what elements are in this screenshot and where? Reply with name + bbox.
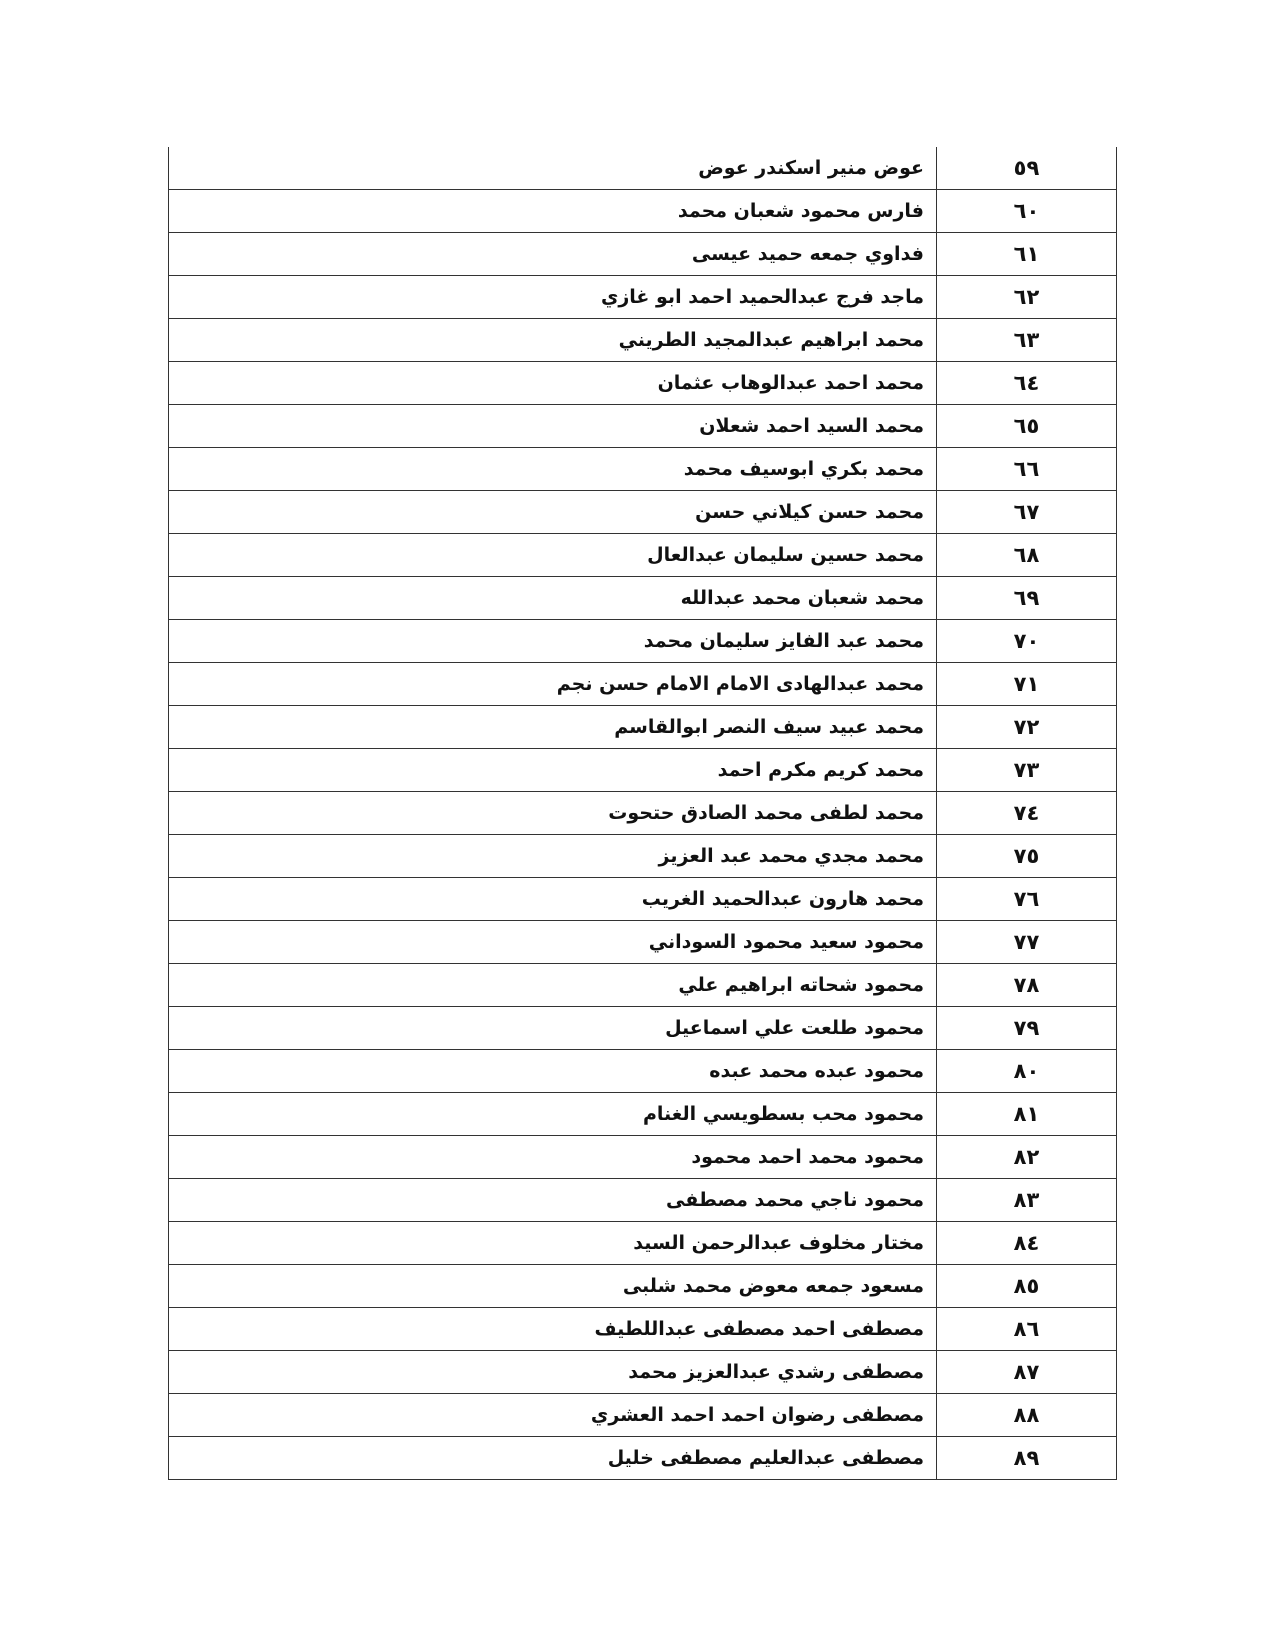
row-number: ٨٦ <box>937 1308 1117 1351</box>
row-name: محمد السيد احمد شعلان <box>169 405 937 448</box>
table-row <box>169 620 1117 663</box>
table-row <box>169 1179 1117 1222</box>
row-number: ٧٤ <box>937 792 1117 835</box>
table-row <box>169 233 1117 276</box>
table-row <box>169 190 1117 233</box>
row-name: مصطفى احمد مصطفى عبداللطيف <box>169 1308 937 1351</box>
table-row <box>169 491 1117 534</box>
names-table <box>168 147 1117 1480</box>
row-name: محمود محب بسطويسي الغنام <box>169 1093 937 1136</box>
row-number: ٨٣ <box>937 1179 1117 1222</box>
row-number: ٦٠ <box>937 190 1117 233</box>
table-row <box>169 577 1117 620</box>
row-name: محمود طلعت علي اسماعيل <box>169 1007 937 1050</box>
table-row <box>169 1351 1117 1394</box>
row-name: محمد هارون عبدالحميد الغريب <box>169 878 937 921</box>
table-row <box>169 147 1117 190</box>
row-number: ٧٩ <box>937 1007 1117 1050</box>
table-row <box>169 706 1117 749</box>
table-row <box>169 1136 1117 1179</box>
row-number: ٦١ <box>937 233 1117 276</box>
row-name: مصطفى رضوان احمد احمد العشري <box>169 1394 937 1437</box>
row-name: محمد مجدي محمد عبد العزيز <box>169 835 937 878</box>
row-name: محمد عبد الفايز سليمان محمد <box>169 620 937 663</box>
row-name: محمد كريم مكرم احمد <box>169 749 937 792</box>
row-name: محمود سعيد محمود السوداني <box>169 921 937 964</box>
row-number: ٦٨ <box>937 534 1117 577</box>
row-number: ٦٦ <box>937 448 1117 491</box>
row-name: محمد عبيد سيف النصر ابوالقاسم <box>169 706 937 749</box>
table-row <box>169 1437 1117 1480</box>
row-name: محمد شعبان محمد عبدالله <box>169 577 937 620</box>
row-name: مختار مخلوف عبدالرحمن السيد <box>169 1222 937 1265</box>
row-name: فارس محمود شعبان محمد <box>169 190 937 233</box>
row-number: ٧٦ <box>937 878 1117 921</box>
row-name: محمد ابراهيم عبدالمجيد الطريني <box>169 319 937 362</box>
table-row <box>169 835 1117 878</box>
row-number: ٦٤ <box>937 362 1117 405</box>
table-row <box>169 1265 1117 1308</box>
row-name: محمد عبدالهادى الامام الامام حسن نجم <box>169 663 937 706</box>
row-number: ٧٢ <box>937 706 1117 749</box>
table-row <box>169 749 1117 792</box>
row-number: ٧١ <box>937 663 1117 706</box>
row-number: ٥٩ <box>937 147 1117 190</box>
table-row <box>169 1308 1117 1351</box>
row-number: ٧٨ <box>937 964 1117 1007</box>
row-number: ٧٠ <box>937 620 1117 663</box>
row-number: ٨٤ <box>937 1222 1117 1265</box>
row-name: محمد لطفى محمد الصادق حتحوت <box>169 792 937 835</box>
table-row <box>169 1222 1117 1265</box>
row-name: فداوي جمعه حميد عيسى <box>169 233 937 276</box>
table-row <box>169 1007 1117 1050</box>
row-name: محمد احمد عبدالوهاب عثمان <box>169 362 937 405</box>
table-row <box>169 1050 1117 1093</box>
row-number: ٧٧ <box>937 921 1117 964</box>
names-table-body <box>169 147 1117 1480</box>
row-number: ٧٣ <box>937 749 1117 792</box>
table-row <box>169 362 1117 405</box>
row-number: ٨١ <box>937 1093 1117 1136</box>
row-name: محمد حسن كيلاني حسن <box>169 491 937 534</box>
row-number: ٦٢ <box>937 276 1117 319</box>
row-number: ٦٧ <box>937 491 1117 534</box>
table-row <box>169 276 1117 319</box>
row-name: مصطفى رشدي عبدالعزيز محمد <box>169 1351 937 1394</box>
row-name: محمود عبده محمد عبده <box>169 1050 937 1093</box>
row-name: محمد بكري ابوسيف محمد <box>169 448 937 491</box>
row-number: ٨٠ <box>937 1050 1117 1093</box>
row-number: ٨٧ <box>937 1351 1117 1394</box>
row-number: ٧٥ <box>937 835 1117 878</box>
table-row <box>169 405 1117 448</box>
table-row <box>169 792 1117 835</box>
table-row <box>169 319 1117 362</box>
row-number: ٦٣ <box>937 319 1117 362</box>
row-number: ٨٥ <box>937 1265 1117 1308</box>
row-name: مصطفى عبدالعليم مصطفى خليل <box>169 1437 937 1480</box>
table-row <box>169 878 1117 921</box>
row-name: محمود ناجي محمد مصطفى <box>169 1179 937 1222</box>
row-number: ٨٩ <box>937 1437 1117 1480</box>
table-row <box>169 448 1117 491</box>
table-row <box>169 1394 1117 1437</box>
table-row <box>169 921 1117 964</box>
row-name: عوض منير اسكندر عوض <box>169 147 937 190</box>
row-number: ٨٨ <box>937 1394 1117 1437</box>
table-row <box>169 663 1117 706</box>
row-name: محمد حسين سليمان عبدالعال <box>169 534 937 577</box>
row-name: ماجد فرج عبدالحميد احمد ابو غازي <box>169 276 937 319</box>
row-name: مسعود جمعه معوض محمد شلبى <box>169 1265 937 1308</box>
row-number: ٦٥ <box>937 405 1117 448</box>
table-row <box>169 1093 1117 1136</box>
row-name: محمود محمد احمد محمود <box>169 1136 937 1179</box>
row-number: ٨٢ <box>937 1136 1117 1179</box>
row-name: محمود شحاته ابراهيم علي <box>169 964 937 1007</box>
table-row <box>169 534 1117 577</box>
table-row <box>169 964 1117 1007</box>
row-number: ٦٩ <box>937 577 1117 620</box>
